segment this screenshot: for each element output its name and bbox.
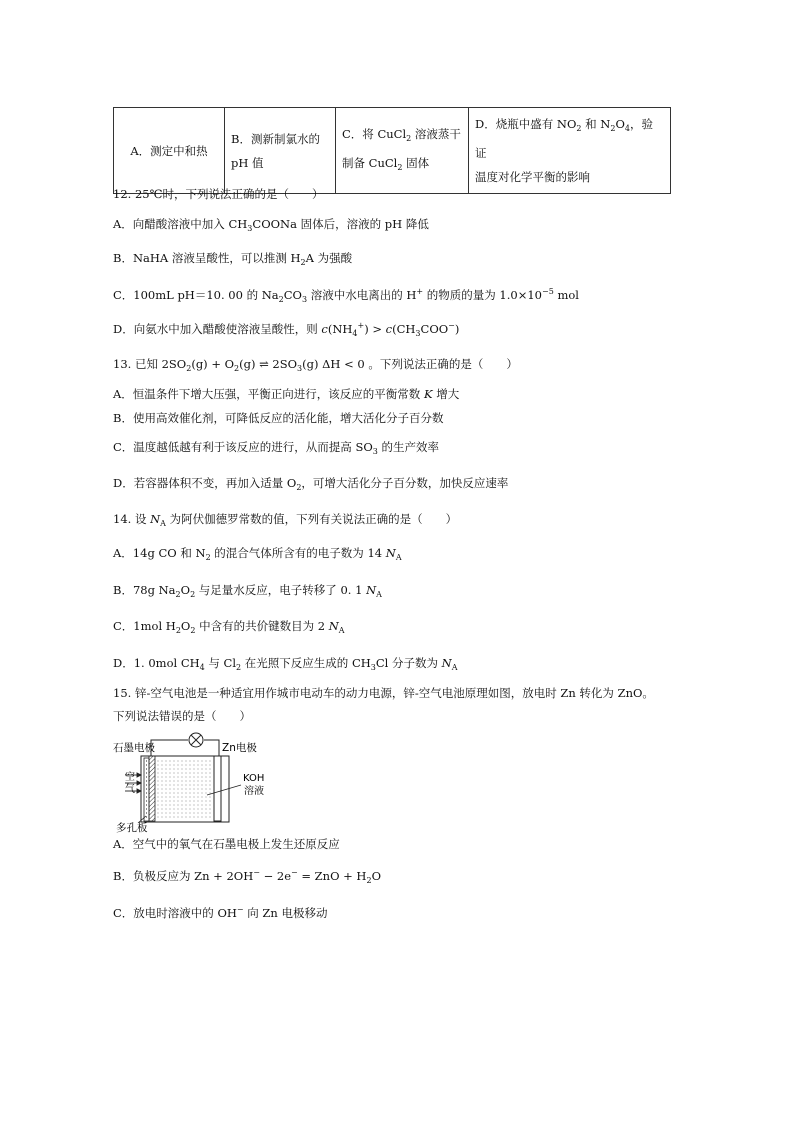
wire-right — [204, 740, 219, 756]
option-a-text: A．测定中和热 — [130, 143, 208, 158]
graphite-electrode — [149, 756, 155, 821]
q14-option-a: A．14g CO 和 $N_2$ 的混合气体所含有的电子数为 14 $N_A$ — [113, 546, 402, 562]
option-c-line1: C．将 CuCl$_2$ 溶液蒸干 — [342, 126, 461, 143]
q15-option-c: C．放电时溶液中的 OH− 向 Zn 电极移动 — [113, 905, 328, 920]
q15-option-a: A．空气中的氧气在石墨电极上发生还原反应 — [113, 837, 340, 851]
option-c-cell — [336, 108, 469, 194]
option-b-line1: B．测新制氯水的 — [231, 131, 320, 146]
q13-option-d: D．若容器体积不变，再加入适量 $O_2$，可增大活化分子百分数，加快反应速率 — [113, 476, 509, 492]
q15-stem-line1: 15. 锌-空气电池是一种适宜用作城市电动车的动力电源，锌-空气电池原理如图，放电时 Zn 转化为 ZnO。 — [113, 686, 654, 700]
option-b-line2: pH 值 — [231, 155, 264, 170]
option-a-cell — [114, 108, 225, 194]
graphite-electrode-label: 石墨电极 — [113, 742, 155, 754]
lamp-icon — [189, 733, 203, 747]
zn-electrode-label: Zn电极 — [222, 742, 257, 754]
q13-option-c: C．温度越低越有利于该反应的进行，从而提高 $SO_3$ 的生产效率 — [113, 440, 440, 456]
q12-option-b: B．NaHA 溶液呈酸性，可以推测 $H_2A$ 为强酸 — [113, 251, 353, 267]
q12-option-a: A．向醋酸溶液中加入 $CH_3COONa$ 固体后，溶液的 pH 降低 — [113, 217, 429, 233]
koh-label: KOH — [243, 773, 265, 784]
q14-option-d: D．1. 0mol $CH_4$ 与 $Cl_2$ 在光照下反应生成的 $CH_3Cl$ 分子数为 $N_A$ — [113, 656, 458, 672]
q12-option-c: C．100mL pH＝10. 00 的 $Na_2CO_3$ 溶液中水电离出的 H+ 的物质的量为 $1.0\times 10^{-5}$ mol — [113, 287, 579, 304]
q15-option-b: B．负极反应为 Zn + 2OH− − 2e− = ZnO + $H_2O$ — [113, 868, 381, 885]
q14-option-b: B．78g $Na_2O_2$ 与足量水反应，电子转移了 0. 1 $N_A$ — [113, 583, 382, 599]
zn-electrode — [214, 756, 221, 821]
option-d-cell — [469, 108, 671, 194]
q14-stem: 14. 设 $N_A$ 为阿伏伽德罗常数的值，下列有关说法正确的是（ ） — [113, 512, 458, 528]
wire-left — [151, 740, 188, 756]
solution-label: 溶液 — [244, 786, 264, 797]
q13-stem: 13. 已知 $2SO_2(g) + O_2(g)$ ⇌ $2SO_3(g) \Delta H < 0$ 。下列说法正确的是（ ） — [113, 357, 518, 373]
air-label-2: 气 — [125, 784, 135, 795]
q15-stem-line2: 下列说法错误的是（ ） — [113, 709, 251, 723]
options-table — [113, 107, 671, 194]
porous-plate-label: 多孔板 — [116, 822, 148, 833]
option-b-cell — [225, 108, 336, 194]
q13-option-b: B．使用高效催化剂，可降低反应的活化能，增大活化分子百分数 — [113, 411, 444, 425]
q12-option-d: D．向氨水中加入醋酸使溶液呈酸性，则 $c(NH_4^+) > c(CH_3COO^-)$ — [113, 321, 460, 338]
q12-stem: 12. 25℃时，下列说法正确的是（ ） — [113, 187, 324, 201]
zinc-air-battery-figure — [113, 728, 293, 833]
q13-option-a: A．恒温条件下增大压强，平衡正向进行，该反应的平衡常数 K 增大 — [113, 387, 460, 401]
koh-solution-region — [157, 760, 213, 820]
q14-option-c: C．1mol $H_2O_2$ 中含有的共价键数目为 2 $N_A$ — [113, 619, 345, 635]
option-d-line1: D．烧瓶中盛有 $NO_2$ 和 $N_2O_4$，验证 — [475, 117, 653, 160]
option-c-line2: 制备 CuCl$_2$ 固体 — [342, 155, 430, 172]
air-label-1: 空 — [125, 772, 135, 783]
option-d-line2: 温度对化学平衡的影响 — [475, 170, 590, 184]
